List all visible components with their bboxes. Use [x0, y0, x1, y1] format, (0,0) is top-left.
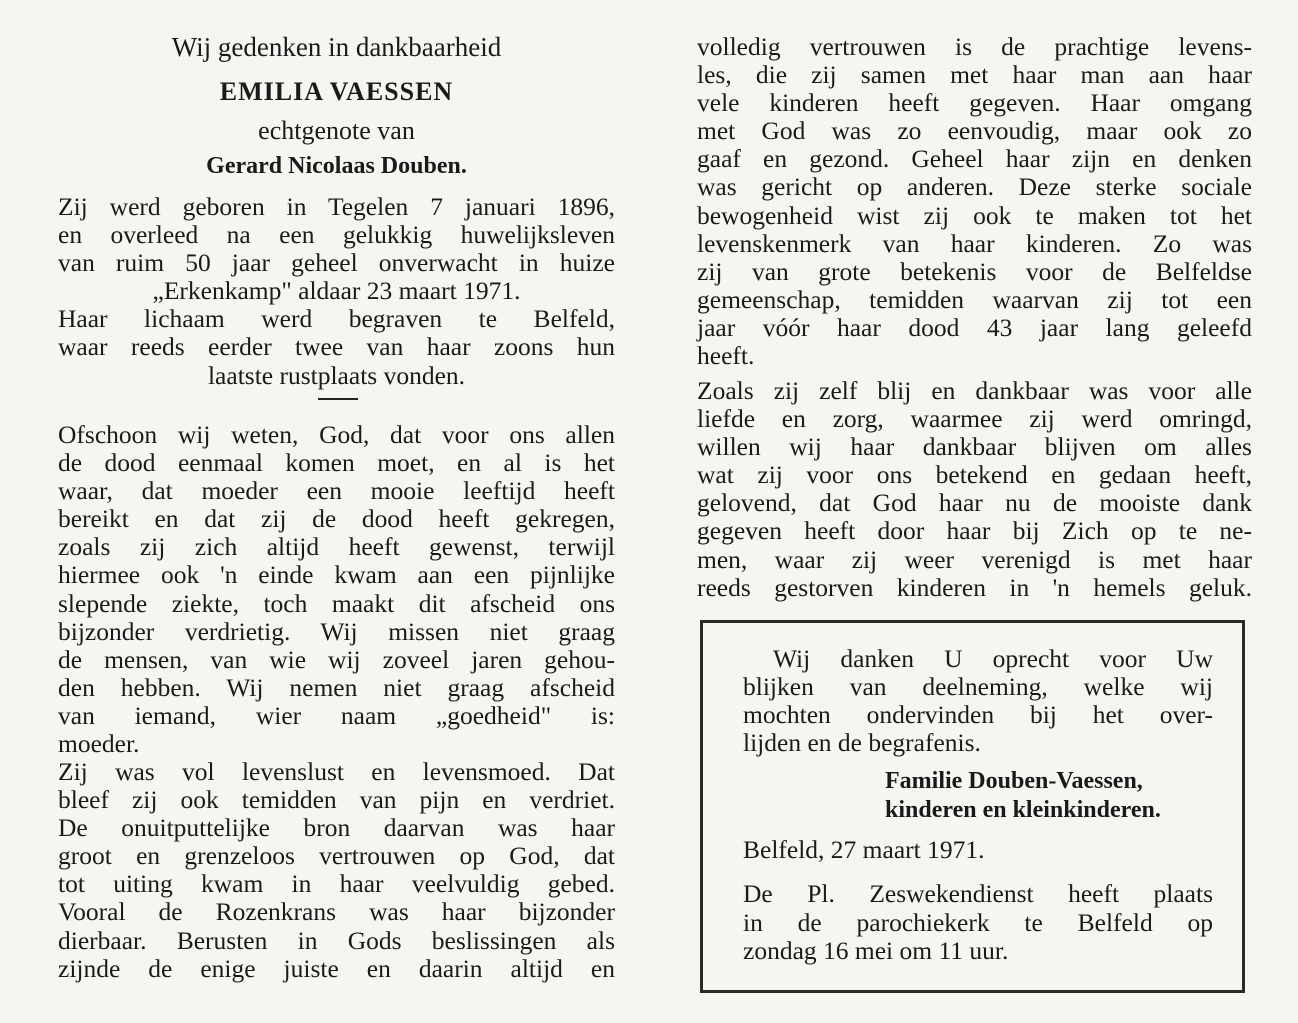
text-line: bereikt en dat zij de dood heeft gekregen, [58, 504, 615, 534]
text-line: tot uiting kwam in haar veelvuldig gebed. [58, 869, 615, 899]
text-line: gelovend, dat God haar nu de mooiste dank [697, 488, 1252, 518]
thanks-box [700, 620, 1245, 993]
text-line: groot en grenzeloos vertrouwen op God, dat [58, 841, 615, 871]
text-line: De Pl. Zeswekendienst heeft plaats [743, 879, 1213, 909]
text-line: de dood eenmaal komen moet, en al is het [58, 448, 615, 478]
divider-rule [318, 398, 358, 400]
character-paragraph [58, 758, 615, 983]
text-line: les, die zij samen met haar man aan haar [697, 60, 1252, 90]
text-line: gemeenschap, temidden waarvan zij tot een [697, 284, 1252, 314]
relation-line: echtgenote van [258, 116, 415, 145]
thanks-content [743, 645, 1213, 965]
text-line: met God was zo eenvoudig, maar ook zo [697, 116, 1252, 146]
gratitude-paragraph [697, 377, 1252, 602]
text-line: volledig vertrouwen is de prachtige levens- [697, 32, 1252, 61]
signature-line: kinderen en kleinkinderen. [885, 796, 1161, 823]
faith-paragraph [697, 33, 1252, 370]
text-line: was gericht op anderen. Deze sterke sociale [697, 172, 1252, 202]
text-line: Zoals zij zelf blij en dankbaar was voor alle [697, 376, 1252, 405]
text-line: zij van grote betekenis voor de Belfeldse [697, 256, 1252, 286]
text-line: „Erkenkamp" aldaar 23 maart 1971. [152, 276, 521, 306]
text-line: heeft. [697, 341, 755, 371]
text-line: De onuitputtelijke bron daarvan was haar [58, 813, 615, 843]
text-line: hiermee ook 'n einde kwam aan een pijnlijke [58, 560, 615, 590]
text-line: gaaf en gezond. Geheel haar zijn en denken [697, 144, 1252, 174]
text-line: blijken van deelneming, welke wij [743, 672, 1213, 702]
text-line: reeds gestorven kinderen in 'n hemels geluk. [697, 572, 1252, 602]
text-line: Zij was vol levenslust en levensmoed. Dat [58, 757, 615, 786]
spouse-name: Gerard Nicolaas Douben. [206, 153, 467, 179]
text-line: bleef zij ook temidden van pijn en verdriet. [58, 785, 615, 815]
text-line: Zij werd geboren in Tegelen 7 januari 1896, [58, 192, 615, 221]
text-line: men, waar zij weer verenigd is met haar [697, 544, 1252, 574]
text-line: in de parochiekerk te Belfeld op [743, 907, 1213, 937]
text-line: wat zij voor ons betekend en gedaan heeft, [697, 460, 1252, 490]
text-line: Haar lichaam werd begraven te Belfeld, [58, 304, 615, 334]
text-line: lijden en de begrafenis. [743, 728, 981, 758]
thanks-paragraph [743, 645, 1213, 757]
text-line: willen wij haar dankbaar blijven om alles [697, 432, 1252, 462]
text-line: en overleed na een gelukkig huwelijksleven [58, 220, 615, 250]
text-line: van iemand, wier naam „goedheid" is: [58, 700, 615, 730]
text-line: de mensen, van wie wij zoveel jaren gehou- [58, 644, 615, 674]
deceased-name: EMILIA VAESSEN [219, 77, 454, 106]
biography-paragraph [58, 193, 615, 390]
text-line: mochten ondervinden bij het over- [743, 700, 1213, 730]
text-line: Ofschoon wij weten, God, dat voor ons allen [58, 420, 615, 449]
text-line: zijnde de enige juiste en daarin altijd en [58, 953, 615, 983]
service-note [743, 880, 1213, 964]
intro-line: Wij gedenken in dankbaarheid [171, 32, 502, 62]
text-line: waar, dat moeder een mooie leeftijd heeft [58, 476, 615, 506]
text-line: slepende ziekte, toch maakt dit afscheid ons [58, 588, 615, 618]
text-line: gegeven heeft door haar bij Zich op te ne- [697, 516, 1252, 546]
text-line: den hebben. Wij nemen niet graag afscheid [58, 672, 615, 702]
text-line: zoals zij zich altijd heeft gewenst, terwijl [58, 532, 615, 562]
place-date: Belfeld, 27 maart 1971. [743, 835, 985, 865]
text-line: levenskenmerk van haar kinderen. Zo was [697, 228, 1252, 258]
family-signature [743, 767, 1213, 824]
signature-line: Familie Douben-Vaessen, [885, 768, 1143, 795]
text-line: moeder. [58, 729, 140, 759]
text-line: dierbaar. Berusten in Gods beslissingen als [58, 925, 615, 955]
text-line: waar reeds eerder twee van haar zoons hun [58, 332, 615, 362]
text-line: Vooral de Rozenkrans was haar bijzonder [58, 897, 615, 927]
text-line: Wij danken U oprecht voor Uw [773, 644, 1213, 673]
text-line: bijzonder verdrietig. Wij missen niet graag [58, 616, 615, 646]
text-line: jaar vóór haar dood 43 jaar lang geleefd [697, 312, 1252, 342]
reflection-paragraph [58, 421, 615, 758]
text-line: zondag 16 mei om 11 uur. [743, 935, 1009, 965]
text-line: vele kinderen heeft gegeven. Haar omgang [697, 88, 1252, 118]
text-line: laatste rustplaats vonden. [207, 360, 466, 390]
text-line: bewogenheid wist zij ook te maken tot het [697, 200, 1252, 230]
text-line: liefde en zorg, waarmee zij werd omringd, [697, 404, 1252, 434]
text-line: van ruim 50 jaar geheel onverwacht in huize [58, 248, 615, 278]
